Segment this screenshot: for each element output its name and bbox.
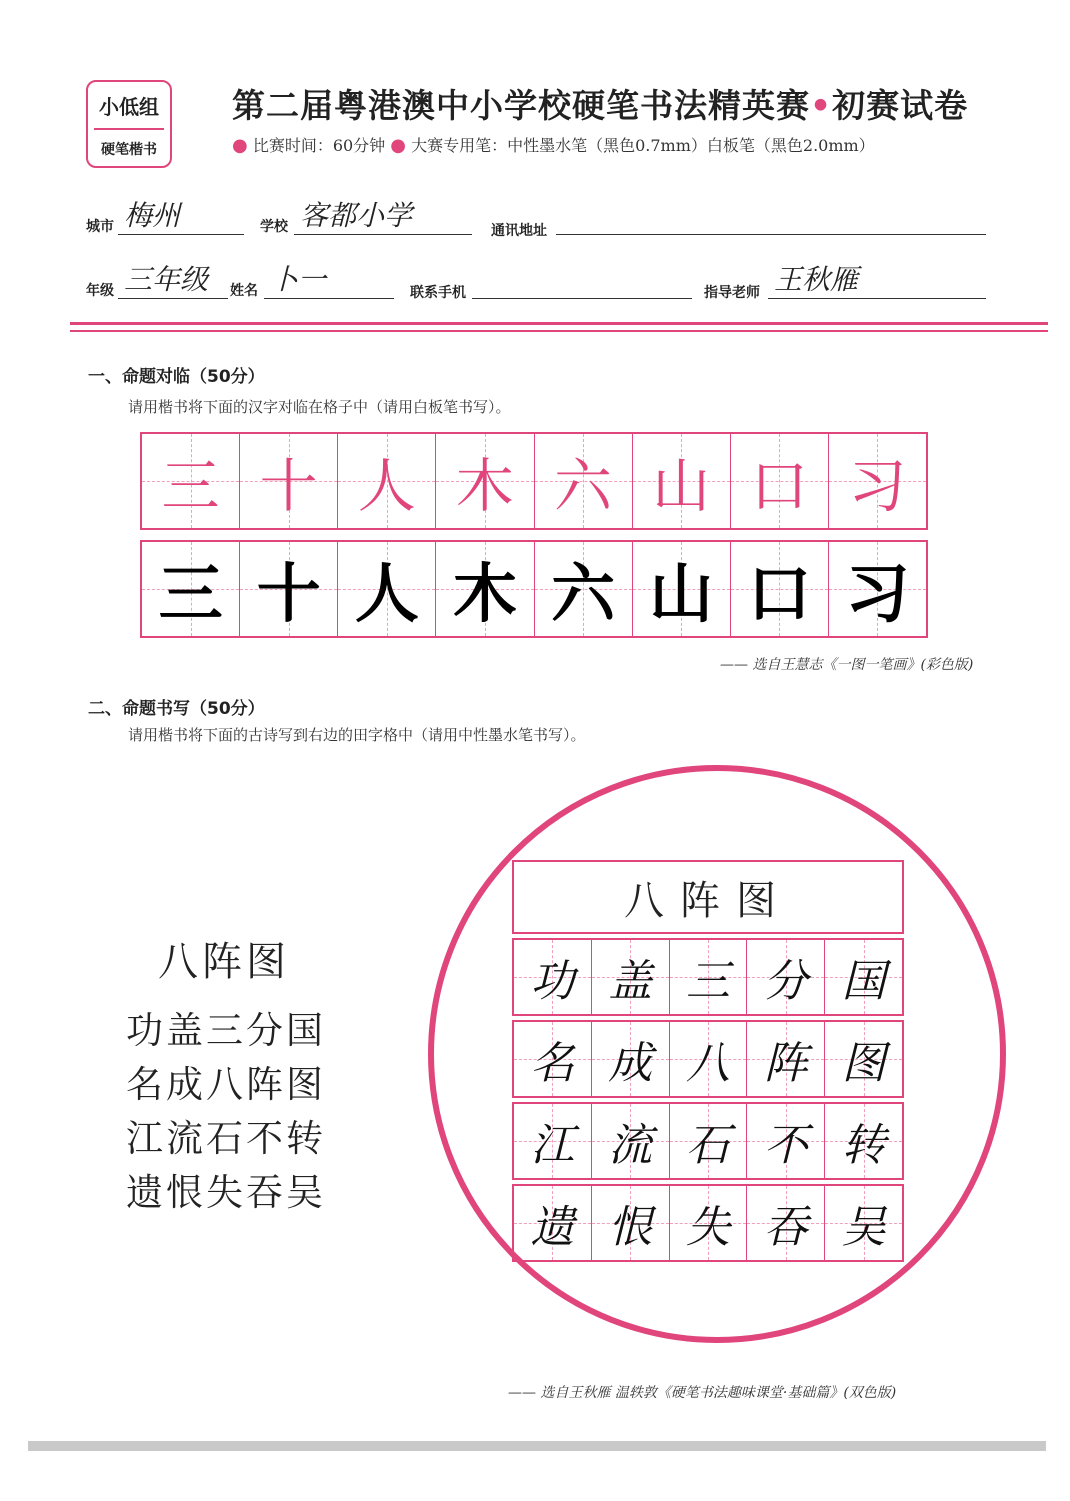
copy-cell-char: 木 [452,557,517,632]
model-grid [140,432,928,530]
tianzi-cell-char: 遗 [530,1202,575,1253]
model-cell [829,434,926,528]
school-field[interactable] [294,200,472,235]
poem-line: 名成八阵图 [126,1063,326,1106]
tianzi-cell[interactable] [592,940,670,1014]
tianzi-cell[interactable] [514,1186,592,1260]
model-cell-char: 十 [259,452,318,520]
tianzi-cell-char: 三 [685,956,730,1007]
address-label: 通讯地址 [491,223,547,239]
tianzi-cell[interactable] [825,1186,902,1260]
tianzi-cell-char: 国 [841,956,886,1007]
tianzi-cell[interactable] [747,940,825,1014]
section2-heading: 二、命题书写（50分） [88,699,265,719]
tianzi-cell-char: 吞 [763,1202,808,1253]
subtitle [232,133,875,156]
tianzi-cell[interactable] [747,1104,825,1178]
model-cell-char: 木 [455,452,514,520]
section1-instruction: 请用楷书将下面的汉字对临在格子中（请用白板笔书写）。 [128,398,511,416]
copy-cell[interactable] [829,542,926,636]
copy-cell-char: 十 [256,557,321,632]
model-cell [142,434,240,528]
phone-field[interactable] [472,264,692,299]
tianzi-cell[interactable] [825,940,902,1014]
tianzi-cell[interactable] [592,1104,670,1178]
poem-line: 江流石不转 [126,1117,326,1160]
tianzi-cell[interactable] [670,1022,748,1096]
copy-cell-char: 三 [158,557,223,632]
address-field[interactable] [556,200,986,235]
poem-title: 八阵图 [158,939,290,985]
tianzi-cell-char: 转 [841,1120,886,1171]
model-cell-char: 三 [161,452,220,520]
grade-label: 年级 [86,283,114,299]
school-value: 客都小学 [300,199,413,232]
tianzi-row[interactable] [512,1020,904,1098]
tianzi-cell[interactable] [592,1186,670,1260]
model-cell [535,434,633,528]
tianzi-cell[interactable] [670,1186,748,1260]
copy-cell-char: 习 [845,557,910,632]
model-cell [338,434,436,528]
grade-value: 三年级 [124,263,209,296]
tianzi-cell-char: 失 [685,1202,730,1253]
model-cell-char: 山 [652,452,711,520]
tianzi-cell-char: 江 [530,1120,575,1171]
copy-cell[interactable] [338,542,436,636]
time-text: 比赛时间：60分钟 [252,136,386,155]
badge-divider [94,128,164,130]
teacher-label: 指导老师 [704,285,760,301]
copy-cell[interactable] [142,542,240,636]
model-cell-char: 六 [554,452,613,520]
tianzi-cell[interactable] [592,1022,670,1096]
copy-cell[interactable] [633,542,731,636]
tianzi-cell[interactable] [825,1104,902,1178]
section2-instruction: 请用楷书将下面的古诗写到右边的田字格中（请用中性墨水笔书写）。 [128,726,586,744]
name-field[interactable] [264,264,394,299]
written-poem-title[interactable]: 八阵图 [512,860,904,934]
badge-category: 硬笔楷书 [101,142,157,158]
bottom-bar [28,1441,1046,1451]
name-value: 卜一 [270,263,327,296]
tianzi-row[interactable] [512,938,904,1016]
poem-line: 功盖三分国 [126,1009,326,1052]
tianzi-cell-char: 功 [530,956,575,1007]
model-cell [731,434,829,528]
group-badge [86,80,172,168]
title-main: 第二届粤港澳中小学校硬笔书法精英赛 [232,86,810,125]
poem-line: 遗恨失吞吴 [126,1171,326,1214]
tianzi-cell[interactable] [514,1104,592,1178]
bullet-icon: ● [232,135,248,156]
tianzi-cell[interactable] [514,940,592,1014]
copy-cell[interactable] [731,542,829,636]
tianzi-cell-char: 流 [608,1120,653,1171]
copy-cell-char: 人 [354,557,419,632]
city-field[interactable] [118,200,244,235]
tianzi-cell-char: 名 [530,1038,575,1089]
copy-cell-char: 山 [649,557,714,632]
copy-grid[interactable] [140,540,928,638]
model-cell-char: 人 [357,452,416,520]
title-dot: • [810,86,833,125]
school-label: 学校 [260,219,288,235]
tianzi-cell-char: 不 [763,1120,808,1171]
tianzi-cell-char: 分 [763,956,808,1007]
model-cell [436,434,534,528]
tianzi-cell-char: 盖 [608,956,653,1007]
copy-cell-char: 口 [747,557,812,632]
tianzi-cell-char: 恨 [608,1202,653,1253]
model-cell [240,434,338,528]
tianzi-cell-char: 图 [841,1038,886,1089]
pen-text: 大赛专用笔：中性墨水笔（黑色0.7mm）白板笔（黑色2.0mm） [411,136,875,155]
tianzi-row[interactable] [512,1184,904,1262]
phone-label: 联系手机 [410,285,466,301]
bullet-icon: ● [390,135,406,156]
tianzi-cell[interactable] [747,1022,825,1096]
copy-cell-char: 六 [551,557,616,632]
teacher-field[interactable] [768,264,986,299]
page-title [232,80,968,127]
model-cell-char: 习 [848,452,907,520]
section1-source: —— 选自王慧志《一图一笔画》(彩色版) [720,657,974,673]
grade-field[interactable] [118,264,228,299]
tianzi-cell[interactable] [514,1022,592,1096]
tianzi-cell-char: 吴 [841,1202,886,1253]
tianzi-cell[interactable] [747,1186,825,1260]
badge-group: 小低组 [99,94,159,119]
divider-rule-thin [70,330,1048,332]
title-suffix: 初赛试卷 [832,86,969,125]
divider-rule [70,322,1048,325]
section1-heading: 一、命题对临（50分） [88,367,265,387]
teacher-value: 王秋雁 [774,263,859,296]
city-label: 城市 [86,219,114,235]
tianzi-row[interactable] [512,1102,904,1180]
tianzi-cell-char: 成 [608,1038,653,1089]
tianzi-cell[interactable] [825,1022,902,1096]
tianzi-cell[interactable] [670,940,748,1014]
section2-source: —— 选自王秋雁 温轶敦《硬笔书法趣味课堂·基础篇》(双色版) [508,1385,897,1401]
name-label: 姓名 [230,283,258,299]
model-cell [633,434,731,528]
copy-cell[interactable] [535,542,633,636]
city-value: 梅州 [124,199,181,232]
model-cell-char: 口 [750,452,809,520]
copy-cell[interactable] [240,542,338,636]
tianzi-cell-char: 八 [685,1038,730,1089]
copy-cell[interactable] [436,542,534,636]
tianzi-cell-char: 阵 [763,1038,808,1089]
tianzi-cell-char: 石 [685,1120,730,1171]
tianzi-cell[interactable] [670,1104,748,1178]
